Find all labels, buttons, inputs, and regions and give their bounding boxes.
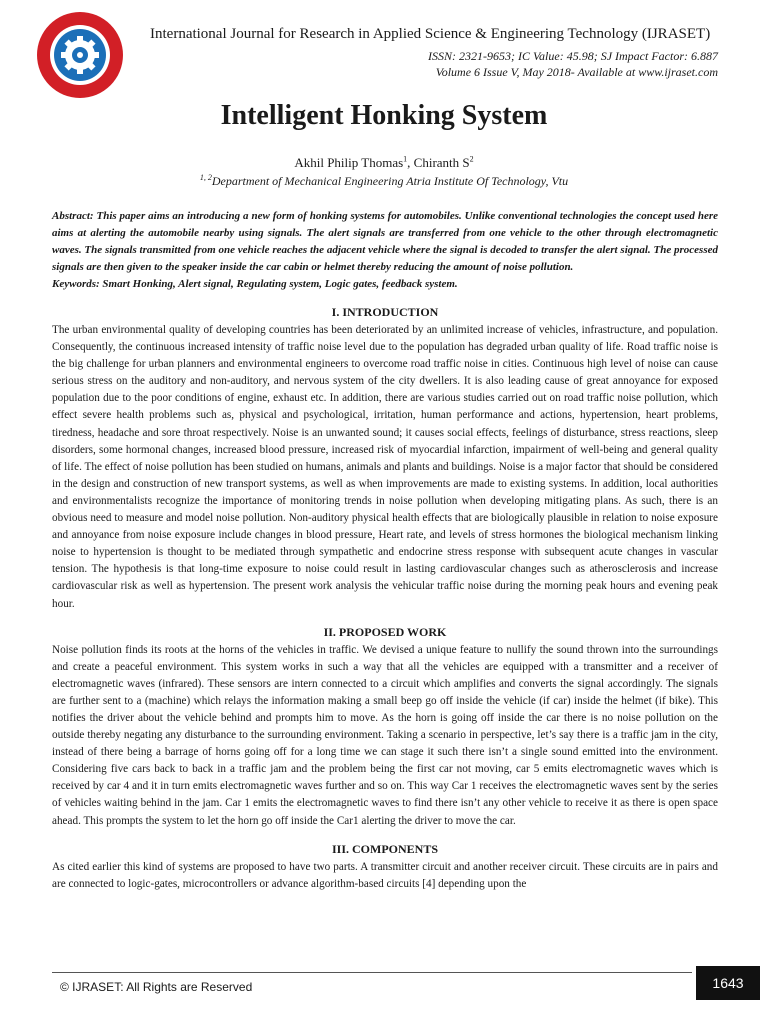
- paper-body: [52, 208, 718, 893]
- section-heading-proposed-work: II. PROPOSED WORK: [323, 624, 447, 639]
- abstract-label: Abstract: [52, 210, 90, 222]
- ijraset-logo: [35, 10, 125, 100]
- author-2: Chiranth S: [413, 155, 470, 170]
- footer-copyright: © IJRASET: All Rights are Reserved: [60, 980, 253, 994]
- keywords-text: : Smart Honking, Alert signal, Regulating system, Logic gates, feedback system.: [96, 278, 458, 290]
- journal-volume: Volume 6 Issue V, May 2018- Available at www.ijraset.com: [435, 65, 718, 79]
- author-1-sup: 1: [403, 154, 408, 164]
- affiliation-sup: 1, 2: [199, 173, 212, 182]
- journal-issn: ISSN: 2321-9653; IC Value: 45.98; SJ Impact Factor: 6.887: [428, 49, 718, 63]
- keywords-label: Keywords: [52, 278, 96, 290]
- ijraset-logo-icon: [35, 10, 125, 100]
- abstract-text: : This paper aims an introducing a new form of honking systems for automobiles. Unlike conventional technologies the concept used here aims at alerting the automobile nearby using signals. The alert signals are transferred from one vehicle to the other through electromagnetic waves. The signals transmitted from one vehicle reaches the adjacent vehicle where the signal is decoded to transfer the alert signal. The processed signals are then given to the speaker inside the car cabin or helmet thereby reducing the amount of noise pollution.: [52, 210, 718, 273]
- keywords: [52, 276, 718, 293]
- author-separator: ,: [407, 155, 414, 170]
- section-text-proposed-work: Noise pollution finds its roots at the horns of the vehicles in traffic. We devised a unique feature to nullify the sound thrown into the surroundings and create a peaceful environment. This system works in such a way that all the vehicles are equipped with a transmitter and a receiver of electromagnetic waves (infrared). These sensors are intern connected to a circuit which amplifies and converts the signal accordingly. The signals are further sent to a (machine) which relays the information making a small beep go off inside the vehicle (if car) inside the helmet (if bike). This notifies the driver about the vehicle behind and prompts him to move. As the horn is going off inside the car there is no noise pollution on the outside thereby negating any disturbance to the surrounding environment. Taking a scenario in perspective, let’s say there is a traffic jam in the city, instead of there being a barrage of horns going off for a long time we can stage it such there isn’t a single sound emitted into the environment. Considering five cars back to back in a traffic jam and the problem being the first car not moving, car 5 emits electromagnetic waves which is received by car 4 and it in turn emits electromagnetic waves further and so on. This way Car 1 receives the electromagnetic waves sent by the series of vehicles waiting behind in the jam. Car 1 emits the electromagnetic waves to find there isn’t any other vehicle to receive it as there is open space ahead. This prompts the system to let the horn go off inside the Car1 alerting the driver to move the car.: [52, 643, 718, 827]
- journal-title: International Journal for Research in Applied Science & Engineering Technology (IJRASET): [150, 26, 711, 42]
- section-heading-introduction: I. INTRODUCTION: [331, 305, 439, 319]
- author-2-sup: 2: [469, 154, 474, 164]
- author-1: Akhil Philip Thomas: [294, 155, 404, 170]
- affiliation-text: Department of Mechanical Engineering Atria Institute Of Technology, Vtu: [211, 174, 569, 188]
- abstract: [52, 208, 718, 276]
- affiliation: [0, 174, 768, 189]
- paper-title: Intelligent Honking System: [220, 100, 548, 131]
- author-line: [0, 155, 768, 171]
- section-text-components: As cited earlier this kind of systems are proposed to have two parts. A transmitter circuit and another receiver circuit. These circuits are in pairs and are connected to logic-gates, microcontrollers or advance algorithm-based circuits [4] depending upon the: [52, 860, 718, 890]
- section-text-introduction: The urban environmental quality of developing countries has been deteriorated by an unlimited increase of vehicles, infrastructure, and population. Consequently, the continuous increased intensity of traffic noise level due to the population has degraded urban quality of life. Road traffic noise is the big challenge for urban planners and environmental engineers to overcome road traffic noise in cities. Continuous high level of noise can cause serious stress on the auditory and non-auditory, and nervous system of the city dwellers. It is also leading cause of great annoyance for exposed population due to the poor conditions of engine, exhaust etc. In addition, there are various studies carried out on road traffic noise pollution, which effect severe health problems such as, physical and psychological, irritation, human performance and actions, hypertension, heart problems, tiredness, headache and sore throat respectively. Noise is an unwanted sound; it causes social effects, feelings of disturbance, stress reactions, sleep disorders, some hormonal changes, increased blood pressure, increased risk of myocardial infarction, impairment of well-being and general quality of life. The effect of noise pollution has been studied on humans, animals and plants and buildings. Noise is a major factor that should be considered in the design and construction of new transport systems, as well as when improvements are made to existing systems. In addition, local authorities and environmentalists recognize the importance of monitoring trends in noise pollution when developing mitigating plans. As such, there is an obvious need to measure and model noise pollution. Non-auditory physical health effects that are biologically plausible in relation to noise exposure and annoyance from noise exposure include changes in blood pressure, Heart rate, and levels of stress hormones the biological mechanism linking noise to hypertension is thought to be mediated through sympathetic and endocrine stress response with subsequent acute changes in vascular tension. The hypothesis is that long-time exposure to noise could result in lasting cardiovascular changes such as atherosclerosis and increase cardiovascular risk as well as hypertension. The present work analysis the vehicular traffic noise during the morning peak hours and evening peak hour.: [52, 324, 718, 610]
- section-heading-components: III. COMPONENTS: [331, 841, 438, 856]
- footer-divider: [52, 972, 692, 973]
- page-number: 1643: [696, 966, 760, 1000]
